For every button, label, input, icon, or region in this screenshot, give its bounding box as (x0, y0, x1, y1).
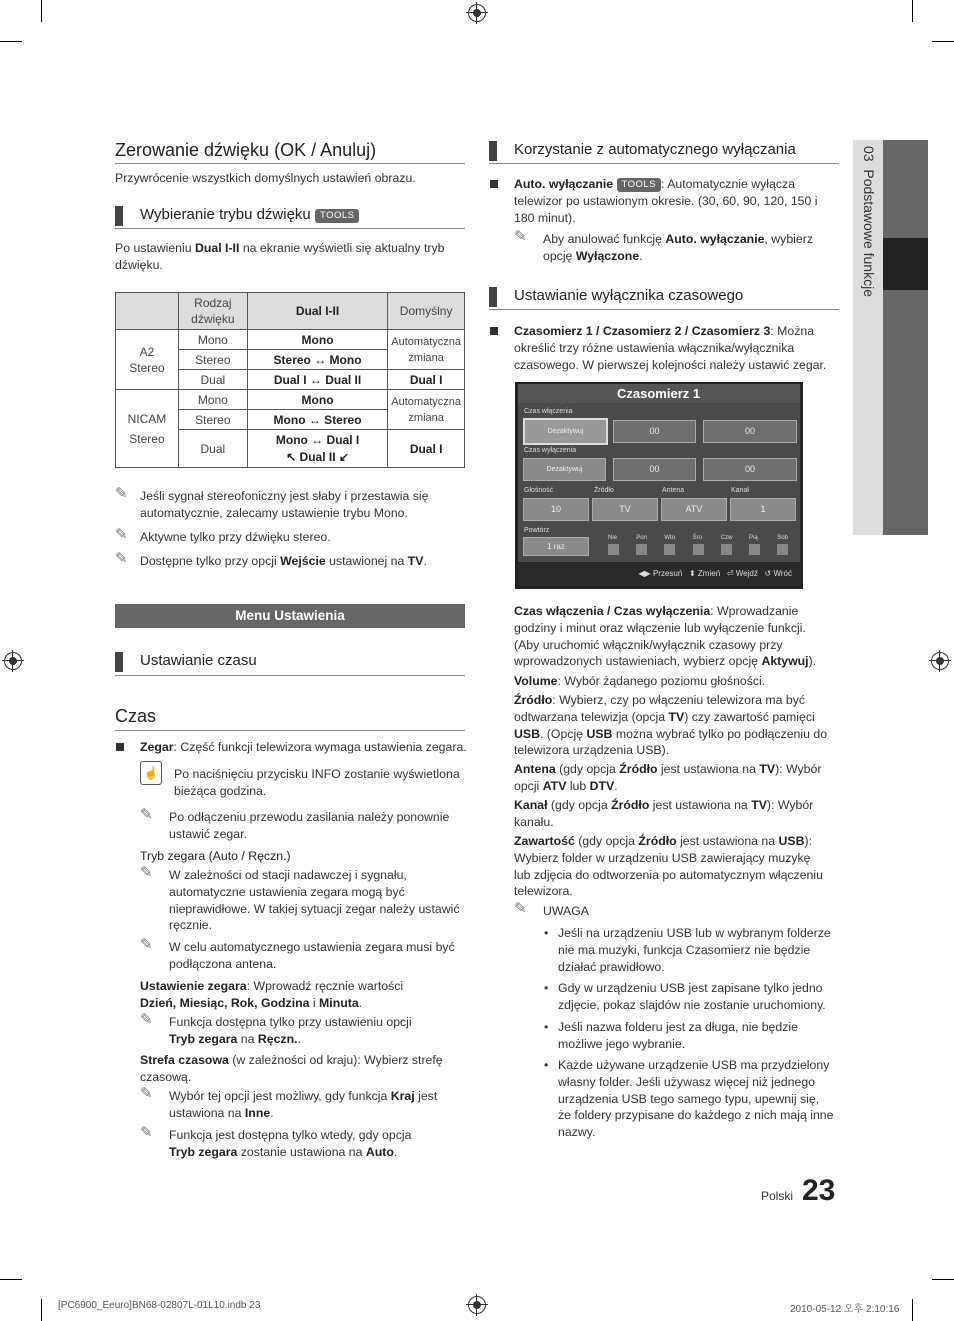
auto-off-cancel-note: Aby anulować funkcję Auto. wyłączanie, wybierz opcję Wyłączone. (543, 232, 813, 263)
section-title-czas: Czas (115, 706, 157, 726)
kanal-desc: Kanał (gdy opcja Źródło jest ustawiona na TV): Wybór kanału. (514, 798, 814, 829)
uwaga-item (558, 980, 826, 1014)
divider (489, 309, 839, 310)
subhead-time: Ustawianie czasu (140, 652, 257, 669)
note-pencil-icon: ✎ (140, 1085, 153, 1102)
subhead-mode: Wybieranie trybu dźwięku TOOLS (140, 206, 359, 223)
czas-desc: Czas włączenia / Czas wyłączenia: Wprowadzanie godziny i minut oraz włączenie lub wyłączenie funkcji. (Aby uruchomić włącznik/wyłącznik czasowy przy wprowadzonych ustawieniach, wybierz opcję Aktywuj). (514, 604, 817, 669)
bullet-dot: • (544, 1020, 549, 1034)
return-icon: ↺ (764, 569, 772, 578)
uwaga-line: urządzenia USB tego samego typu, upewnij się, (558, 1091, 820, 1106)
osd-on-hour: 00 (613, 420, 696, 443)
osd-nav-bar: ◀▶ Przesuń ⬍ Zmień ⏎ Wejdź ↺ Wróć (518, 562, 800, 586)
sound-mode-table: Rodzaj dźwięku Dual I-II Domyślny A2 Stereo Mono Mono Automatyczna zmiana Stereo Stereo ↔ Mono Dual Dual I ↔ Dual II Dual I NICAM Stereo Mono Mono Automatyczna zmiana Stereo Mono ↔ Stereo Dual Mono ↔ Dual I ↖ Dual II ↙ Dual I (115, 292, 465, 468)
crop-mark (41, 0, 42, 22)
tools-badge: TOOLS (617, 178, 662, 192)
bullet-square (116, 743, 124, 751)
uwaga-line: Każde używane urządzenie USB ma przydzielony (558, 1058, 830, 1072)
osd-day-checkbox (693, 544, 704, 555)
note-pencil-icon: ✎ (115, 526, 128, 543)
note-stereo-only: Aktywne tylko przy dźwięku stereo. (140, 530, 331, 544)
crop-mark (41, 1299, 42, 1321)
osd-day-checkbox (636, 544, 647, 555)
uwaga-label: UWAGA (543, 904, 589, 918)
footer-language: Polski (761, 1189, 794, 1203)
bullet-dot: • (544, 981, 549, 995)
registration-mark-icon (468, 4, 486, 22)
note-pencil-icon: ✎ (514, 900, 527, 917)
osd-off-mode: Dezaktywuj (523, 458, 606, 481)
uwaga-line: nie ma muzyki, funkcja Czasomierz nie będzie (558, 942, 811, 957)
osd-day-checkbox (608, 544, 619, 555)
updown-icon: ⬍ (688, 569, 696, 578)
osd-day-label: Wto (664, 535, 676, 541)
osd-day-checkbox (777, 544, 788, 555)
subhead-bar (489, 141, 497, 161)
note-pencil-icon: ✎ (115, 485, 128, 502)
uwaga-item (558, 925, 831, 975)
osd-source: TV (592, 498, 658, 521)
antena-desc: Antena (gdy opcja Źródło jest ustawiona na TV): Wybór opcji ATV lub DTV. (514, 762, 822, 793)
uwaga-line: działać prawidłowo. (558, 959, 665, 974)
power-note: Po odłączeniu przewodu zasilania należy ponownie ustawić zegar. (169, 810, 450, 841)
osd-day-label: Czw (720, 535, 733, 541)
osd-volume: 10 (523, 498, 589, 521)
uwaga-line: zdjęcie, pokaz slajdów nie zostanie uruchomiony. (558, 997, 826, 1012)
note-input-tv: Dostępne tylko przy opcji Wejście ustawionej na TV. (140, 554, 427, 568)
osd-channel: 1 (730, 498, 796, 521)
bullet-square (490, 180, 498, 188)
uwaga-line: nazwy. (558, 1125, 596, 1140)
crop-mark (932, 41, 954, 42)
osd-day-label: Śro (692, 535, 702, 541)
osd-off-hour: 00 (613, 458, 696, 481)
tryb-zegara-title: Tryb zegara (Auto / Ręczn.) (140, 849, 291, 863)
osd-label: Antena (662, 487, 685, 494)
subhead-bar (115, 652, 123, 672)
tools-badge: TOOLS (315, 209, 360, 223)
footer-date: 2010-05-12 오후 2:10:16 (790, 1304, 900, 1315)
osd-label: Czas włączenia (524, 408, 573, 415)
footer-file: [PC6900_Eeuro]BN68-02807L-01L10.indb 23 (58, 1300, 261, 1311)
osd-on-minute: 00 (703, 420, 797, 443)
divider (115, 675, 465, 676)
subhead-timer: Ustawianie wyłącznika czasowego (514, 287, 744, 304)
divider (115, 730, 465, 731)
note-pencil-icon: ✎ (140, 864, 153, 881)
menu-settings-block: Menu Ustawienia (115, 604, 465, 628)
manual-note: Funkcja dostępna tylko przy ustawieniu opcji Tryb zegara na Ręczn.. (169, 1015, 412, 1046)
note-pencil-icon: ✎ (140, 1124, 153, 1141)
side-tab-top (883, 140, 928, 238)
bullet-square (490, 327, 498, 335)
zawartosc-desc: Zawartość (gdy opcja Źródło jest ustawiona na USB): Wybierz folder w urządzeniu USB zawierający muzykę lub zdjęcia do odtworzenia po automatycznym włączeniu telewizora. (514, 834, 823, 899)
osd-day-checkbox (664, 544, 675, 555)
crop-mark (0, 41, 22, 42)
note-weak-signal: Jeśli sygnał stereofoniczny jest słaby i przestawia się automatycznie, zalecamy ustawienie trybu Mono. (140, 489, 429, 520)
osd-label: Głośność (524, 487, 554, 494)
osd-label: Powtórz (524, 527, 550, 534)
auto-note: Funkcja jest dostępna tylko wtedy, gdy opcja Tryb zegara zostanie ustawiona na Auto. (169, 1128, 412, 1159)
uwaga-item (558, 1057, 833, 1141)
uwaga-line: Jeśli na urządzeniu USB lub w wybranym folderze (558, 926, 831, 940)
tryb-note: W zależności od stacji nadawczej i sygnału, automatyczne ustawienia zegara mogą być nieprawidłowe. W takiej sytuacji zegar należy ustawić ręcznie. (169, 868, 460, 933)
crop-mark (932, 1279, 954, 1280)
auto-off-desc: Auto. wyłączanie TOOLS : Automatycznie wyłącza telewizor po ustawionym okresie. (30, 60, 90, 120, 150 i 180 minut). (514, 177, 818, 225)
divider (115, 163, 465, 164)
mode-desc: Po ustawieniu Dual I-II na ekranie wyświetli się aktualny tryb dźwięku. (115, 241, 445, 272)
registration-mark-icon (468, 1296, 486, 1314)
hand-icon: ☝ (140, 761, 162, 785)
uwaga-line: własny folder. Jeśli używasz więcej niż jednego (558, 1074, 815, 1089)
osd-off-minute: 00 (703, 458, 797, 481)
subhead-auto-off: Korzystanie z automatycznego wyłączania (514, 141, 796, 158)
uwaga-line: Jeśli nazwa folderu jest za długa, nie będzie (558, 1020, 798, 1034)
strefa-czasowa: Strefa czasowa (w zależności od kraju): Wybierz strefę czasową. (140, 1053, 443, 1084)
nav-arrows-icon: ◀▶ (638, 569, 651, 578)
subhead-bar (115, 206, 123, 226)
osd-label: Źródło (594, 487, 614, 494)
section-title-reset: Zerowanie dźwięku (OK / Anuluj) (115, 140, 377, 160)
info-note: Po naciśnięciu przycisku INFO zostanie wyświetlona bieżąca godzina. (174, 767, 460, 798)
page-number: 23 (802, 1174, 836, 1207)
note-pencil-icon: ✎ (140, 936, 153, 953)
registration-mark-icon (4, 652, 22, 670)
ustawienie-zegara: Ustawienie zegara: Wprowadź ręcznie wartości Dzień, Miesiąc, Rok, Godzina i Minuta. (140, 979, 404, 1010)
note-pencil-icon: ✎ (115, 550, 128, 567)
osd-day-label: Sob (777, 535, 788, 541)
enter-icon: ⏎ (726, 569, 734, 578)
uwaga-line: możliwe jego wybranie. (558, 1036, 686, 1051)
antenna-note: W celu automatycznego ustawienia zegara musi być podłączona antena. (169, 940, 455, 971)
chapter-label: 03 Podstawowe funkcje (861, 146, 877, 297)
note-pencil-icon: ✎ (514, 228, 527, 245)
zrodlo-desc: Źródło: Wybierz, czy po włączeniu telewizora ma być odtwarzana telewizja (opcja TV) czy zawartość pamięci USB. (Opcję USB można wybrać tylko po podłączeniu do telewizora urządzenia USB). (514, 693, 828, 758)
side-tab-marker (883, 238, 928, 290)
osd-repeat: 1 raz (523, 537, 589, 556)
osd-title: Czasomierz 1 (518, 384, 800, 403)
uwaga-line: Gdy w urządzeniu USB jest zapisane tylko jedno (558, 981, 823, 995)
reset-desc: Przywrócenie wszystkich domyślnych ustawień obrazu. (115, 171, 416, 185)
note-pencil-icon: ✎ (140, 806, 153, 823)
osd-label: Kanał (731, 487, 749, 494)
bullet-dot: • (544, 926, 549, 940)
uwaga-item (558, 1019, 798, 1053)
divider (115, 228, 465, 229)
subhead-bar (489, 287, 497, 307)
kraj-note: Wybór tej opcji jest możliwy, gdy funkcja Kraj jest ustawiona na Inne. (169, 1089, 438, 1120)
osd-day-checkbox (749, 544, 760, 555)
registration-mark-icon (931, 652, 949, 670)
crop-mark (912, 1299, 913, 1321)
osd-day-label: Pon (636, 535, 647, 541)
osd-on-mode: Dezaktywuj (523, 418, 608, 445)
zegar-line: Zegar: Część funkcji telewizora wymaga ustawienia zegara. (140, 740, 467, 754)
note-pencil-icon: ✎ (140, 1011, 153, 1028)
uwaga-line: że foldery przypisane do każdego z nich mają inne (558, 1108, 834, 1123)
volume-desc: Volume: Wybór żądanego poziomu głośności. (514, 674, 766, 688)
crop-mark (912, 0, 913, 22)
crop-mark (0, 1279, 22, 1280)
timer-desc: Czasomierz 1 / Czasomierz 2 / Czasomierz 3: Można określić trzy różne ustawienia włącznika/wyłącznika czasowego. W pierwszej kolejności należy ustawić zegar. (514, 324, 827, 372)
osd-day-label: Nie (608, 535, 618, 541)
osd-day-checkbox (721, 544, 732, 555)
bullet-dot: • (544, 1058, 549, 1072)
osd-label: Czas wyłączenia (524, 447, 577, 454)
osd-day-label: Pią (749, 535, 758, 541)
osd-antenna: ATV (661, 498, 727, 521)
side-tab-bottom (883, 290, 928, 535)
divider (489, 163, 839, 164)
